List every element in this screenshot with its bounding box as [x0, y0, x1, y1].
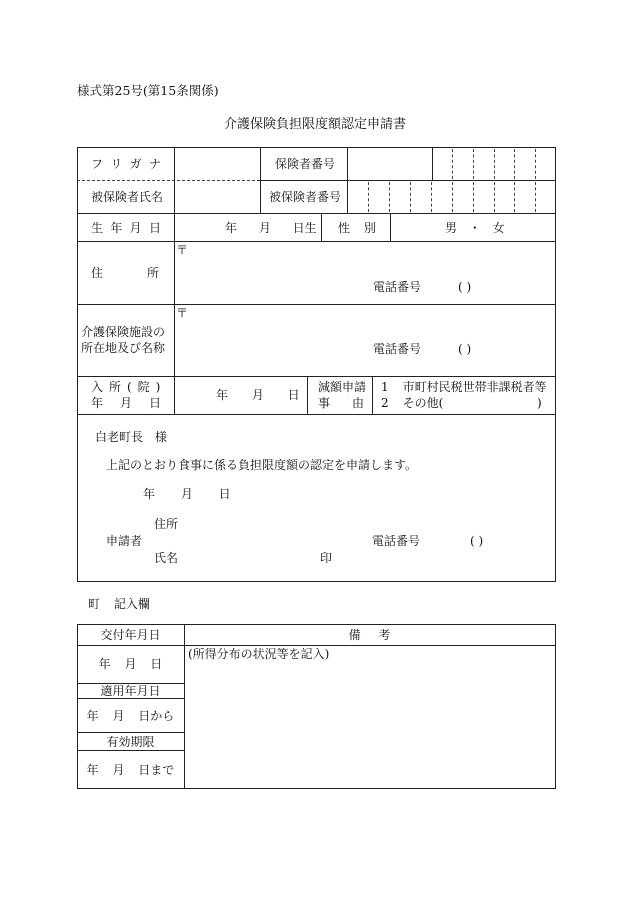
insurer-number-label: 保険者番号	[275, 157, 336, 171]
application-statement: 上記のとおり食事に係る負担限度額の認定を申請します。	[106, 458, 418, 472]
facility-phone-label: 電話番号	[373, 342, 422, 356]
seal-mark: 印	[320, 551, 333, 565]
furigana-input[interactable]	[177, 152, 259, 178]
admission-date-value[interactable]: 年 月 日	[216, 388, 300, 402]
addressee: 白老町長 様	[95, 430, 167, 444]
expiry-value[interactable]: 年 月 日まで	[86, 763, 175, 777]
remarks-input[interactable]	[188, 662, 550, 784]
insured-name-label: 被保険者氏名	[91, 190, 164, 204]
facility-input[interactable]	[190, 308, 550, 336]
furigana-label: フ リ ガ ナ	[91, 157, 161, 171]
applicant-input[interactable]	[190, 515, 360, 565]
facility-label-line1: 介護保険施設の	[81, 325, 166, 339]
reason-label-line2: 事 由	[318, 396, 364, 410]
reason-option-2-close: )	[537, 396, 542, 410]
application-date[interactable]: 年 月 日	[143, 487, 231, 501]
reason-label-line1: 減額申請	[318, 380, 367, 394]
remarks-label: 備 考	[348, 628, 391, 642]
birthdate-value[interactable]: 年 月 日生	[225, 221, 317, 235]
issue-date-value[interactable]: 年 月 日	[98, 657, 163, 671]
facility-postal-mark: 〒	[176, 306, 189, 320]
admission-label-line1: 入所(院)	[91, 380, 167, 394]
effective-date-label: 適用年月日	[100, 684, 161, 698]
insurer-number-input[interactable]	[433, 149, 555, 179]
office-section-title: 町 記入欄	[88, 597, 150, 611]
sex-options[interactable]: 男 ・ 女	[445, 221, 505, 235]
address-input[interactable]	[190, 245, 550, 273]
applicant-phone-label: 電話番号	[372, 534, 421, 548]
expiry-label: 有効期限	[106, 735, 155, 749]
insured-number-input[interactable]	[349, 182, 555, 212]
issue-date-label: 交付年月日	[100, 628, 161, 642]
effective-date-value[interactable]: 年 月 日から	[86, 709, 175, 723]
reason-option-2[interactable]: 2 その他(	[381, 396, 444, 410]
facility-phone-input[interactable]: ( )	[458, 342, 472, 356]
insured-name-input[interactable]	[177, 184, 259, 211]
sex-label: 性 別	[338, 221, 376, 235]
applicant-name-label: 氏名	[154, 551, 179, 565]
reason-option-1[interactable]: 1 市町村民税世帯非課税者等	[381, 380, 547, 394]
form-number: 様式第25号(第15条関係)	[77, 83, 219, 98]
address-phone-label: 電話番号	[373, 280, 422, 294]
admission-label-line2: 年 月 日	[91, 396, 161, 410]
facility-label-line2: 所在地及び名称	[81, 341, 166, 355]
applicant-address-label: 住所	[154, 517, 179, 531]
remarks-note: (所得分布の状況等を記入)	[188, 647, 330, 661]
page-title: 介護保険負担限度額認定申請書	[223, 117, 406, 132]
insured-number-label: 被保険者番号	[269, 190, 342, 204]
postal-mark: 〒	[176, 243, 189, 257]
address-label: 住所	[91, 266, 204, 280]
applicant-label: 申請者	[106, 534, 143, 548]
address-phone-input[interactable]: ( )	[458, 280, 472, 294]
applicant-phone-input[interactable]: ( )	[470, 534, 484, 548]
birthdate-label: 生 年 月 日	[91, 221, 161, 235]
